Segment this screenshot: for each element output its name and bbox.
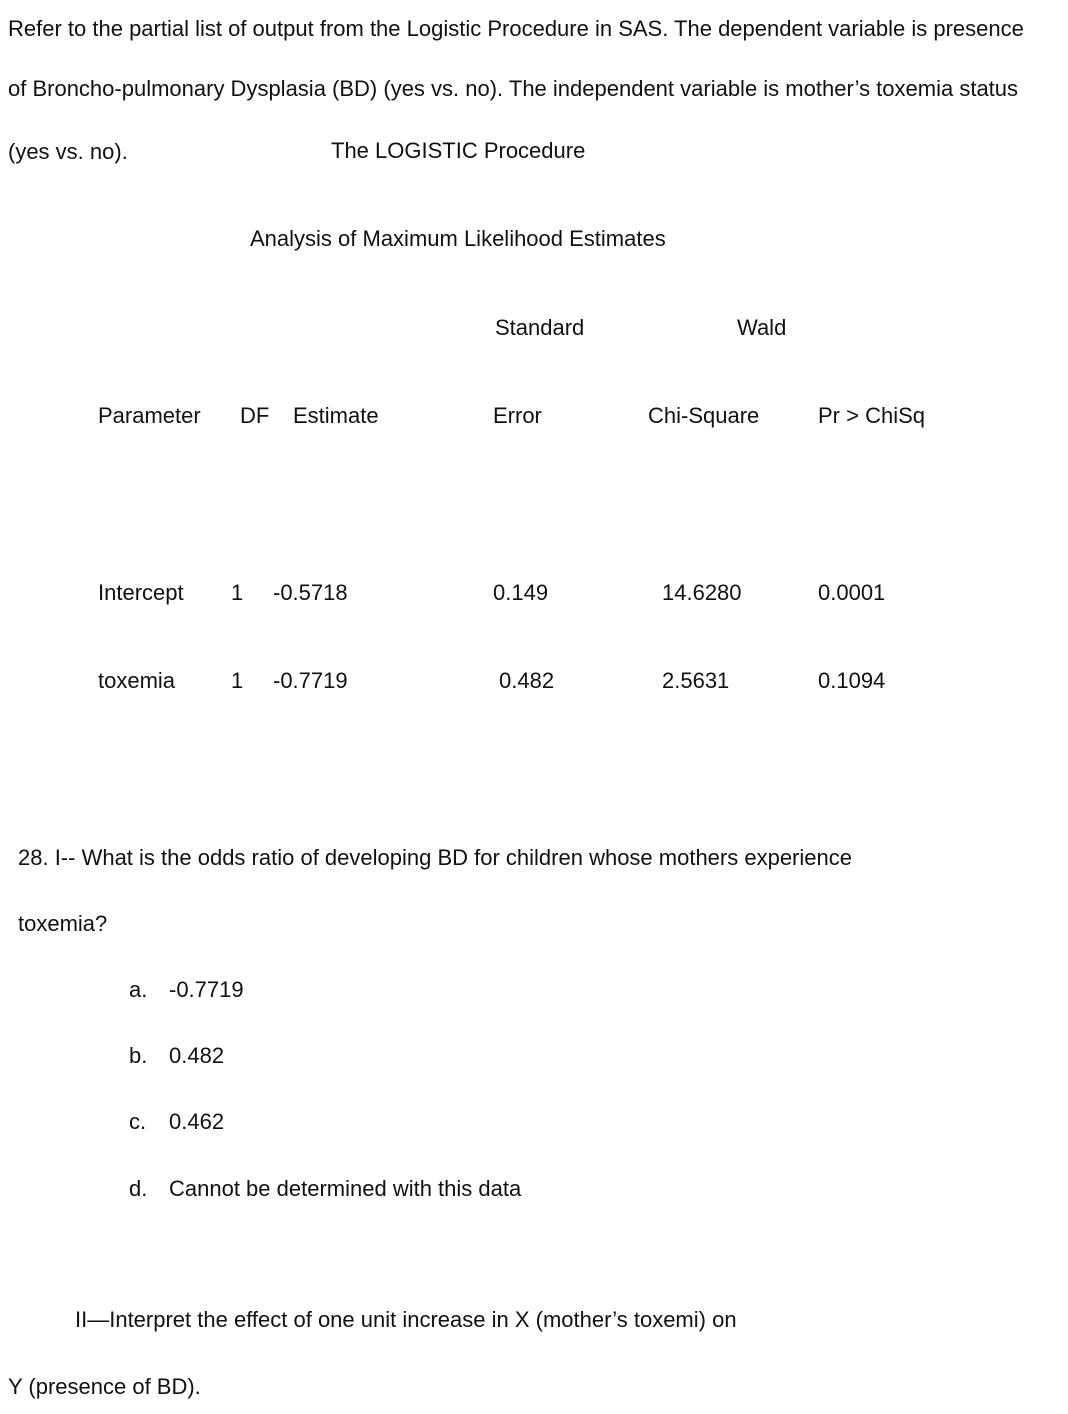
row-df: 1 — [231, 580, 244, 605]
row-parameter: toxemia — [98, 668, 176, 693]
row-pr: 0.1094 — [818, 668, 886, 693]
row-error: 0.149 — [493, 580, 549, 605]
option-letter: a. — [129, 977, 148, 1002]
option-text: 0.482 — [169, 1043, 225, 1068]
table-title: Analysis of Maximum Likelihood Estimates — [250, 226, 666, 251]
option-text: -0.7719 — [169, 977, 244, 1002]
row-parameter: Intercept — [98, 580, 184, 605]
header-chisq: Chi-Square — [648, 403, 760, 428]
header-pr: Pr > ChiSq — [818, 403, 925, 428]
row-chisq: 14.6280 — [662, 580, 742, 605]
row-estimate: -0.5718 — [273, 580, 348, 605]
intro-line-3: (yes vs. no). — [8, 139, 128, 164]
option-text: 0.462 — [169, 1109, 225, 1134]
option-letter: b. — [129, 1043, 148, 1068]
question-part-2-line-1: II—Interpret the effect of one unit increase in X (mother’s toxemi) on — [75, 1307, 737, 1332]
option-letter: d. — [129, 1176, 148, 1201]
row-df: 1 — [231, 668, 244, 693]
row-chisq: 2.5631 — [662, 668, 730, 693]
header-standard: Standard — [495, 315, 585, 340]
question-28-line-2: toxemia? — [18, 911, 108, 936]
row-pr: 0.0001 — [818, 580, 886, 605]
row-estimate: -0.7719 — [273, 668, 348, 693]
header-error: Error — [493, 403, 542, 428]
question-28-line-1: 28. I-- What is the odds ratio of developing BD for children whose mothers experience — [18, 845, 852, 870]
header-parameter: Parameter — [98, 403, 201, 428]
option-letter: c. — [129, 1109, 147, 1134]
option-text: Cannot be determined with this data — [169, 1176, 522, 1201]
intro-line-1: Refer to the partial list of output from the Logistic Procedure in SAS. The dependent variable is presence — [8, 16, 1024, 41]
procedure-title: The LOGISTIC Procedure — [331, 138, 586, 163]
row-error: 0.482 — [499, 668, 555, 693]
question-part-2-line-2: Y (presence of BD). — [8, 1374, 201, 1399]
header-wald: Wald — [737, 315, 787, 340]
header-df: DF — [240, 403, 270, 428]
header-estimate: Estimate — [293, 403, 379, 428]
intro-line-2: of Broncho-pulmonary Dysplasia (BD) (yes vs. no). The independent variable is mother’s toxemia status — [8, 76, 1019, 101]
